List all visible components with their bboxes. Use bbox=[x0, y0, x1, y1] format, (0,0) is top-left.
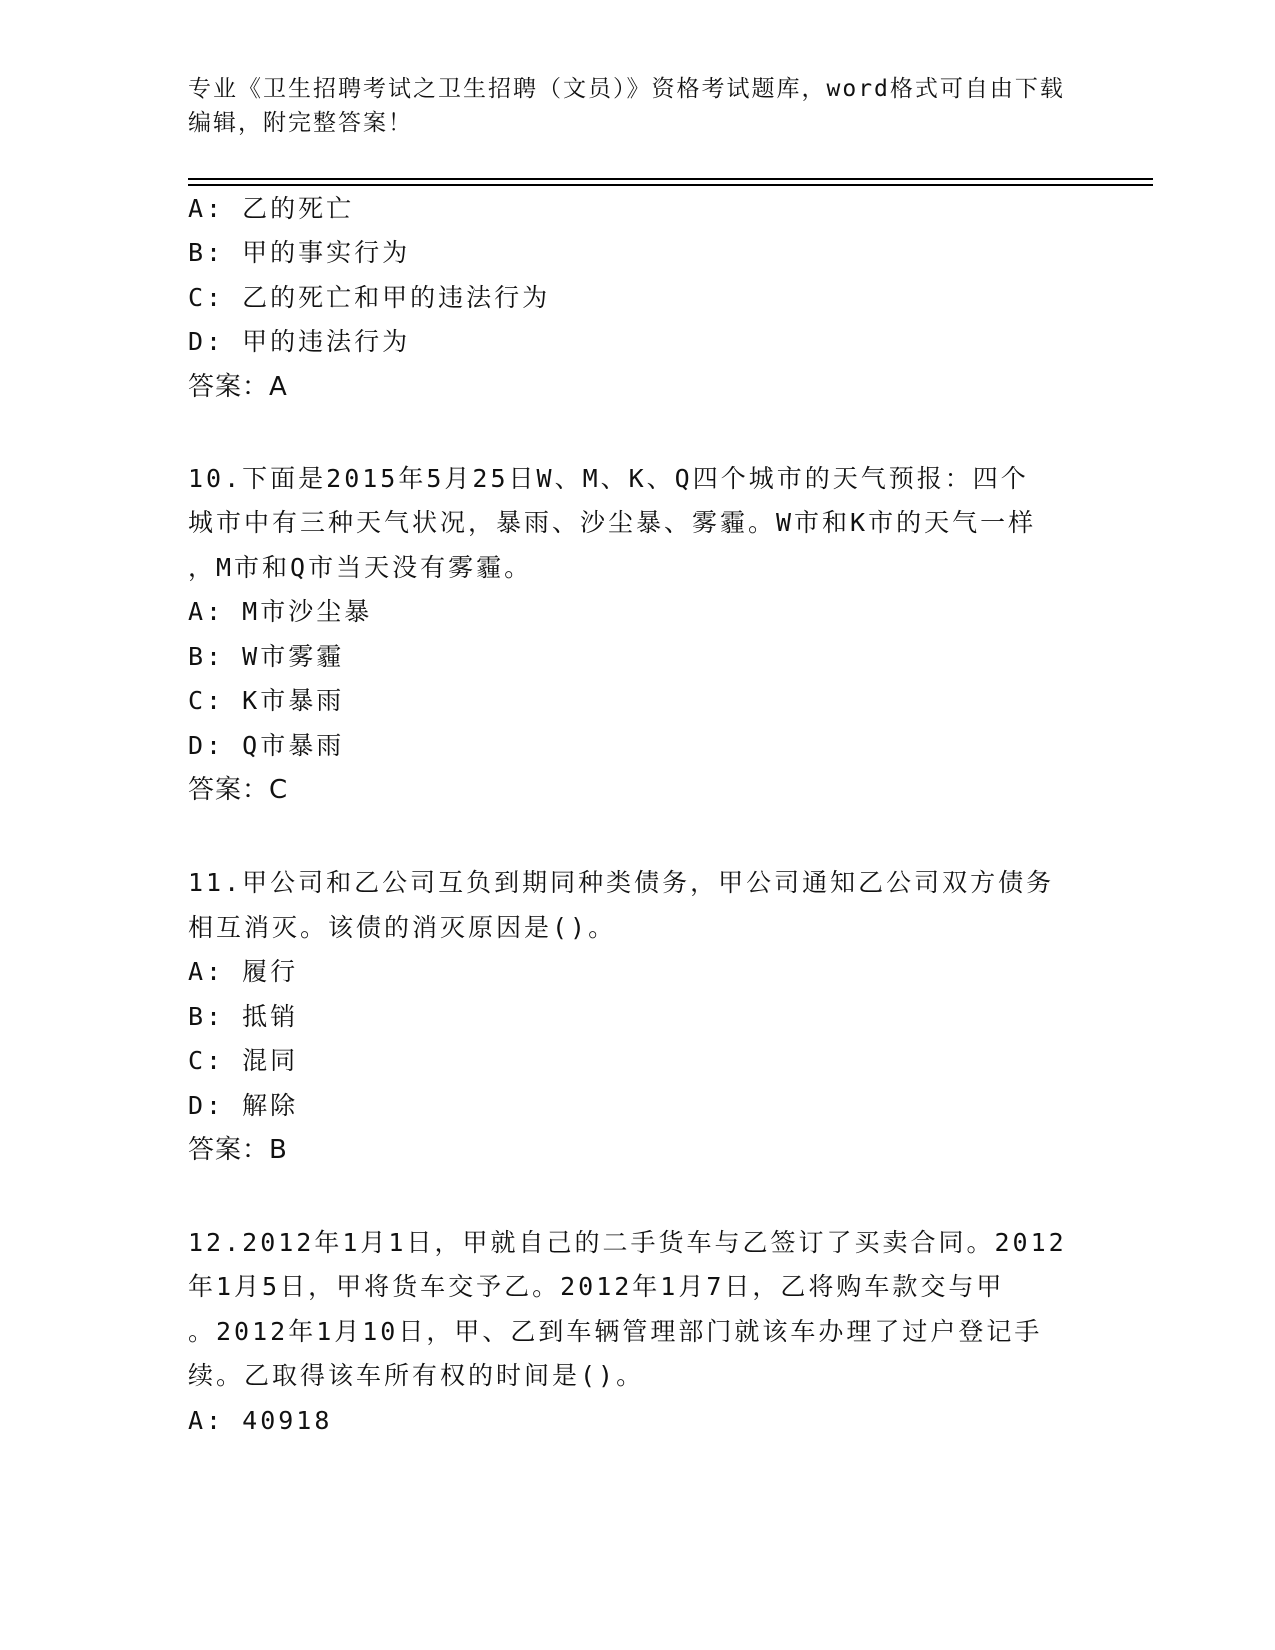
header-line-1: 专业《卫生招聘考试之卫生招聘（文员）》资格考试题库，word格式可自由下载 bbox=[188, 76, 1065, 102]
q10-stem-line-2: 城市中有三种天气状况，暴雨、沙尘暴、雾霾。W市和K市的天气一样 bbox=[188, 508, 1037, 537]
q12-stem-line-3: 。2012年1月10日，甲、乙到车辆管理部门就该车办理了过户登记手 bbox=[188, 1317, 1043, 1346]
q12-stem-line-4: 续。乙取得该车所有权的时间是()。 bbox=[188, 1361, 645, 1390]
q10-option-c: C: K市暴雨 bbox=[188, 686, 345, 715]
q11-option-a: A: 履行 bbox=[188, 957, 299, 986]
q10-stem-line-3: ，M市和Q市当天没有雾霾。 bbox=[188, 553, 533, 582]
q9-option-d: D: 甲的违法行为 bbox=[188, 327, 411, 356]
q10-option-d: D: Q市暴雨 bbox=[188, 731, 345, 760]
q9-option-c: C: 乙的死亡和甲的违法行为 bbox=[188, 283, 551, 312]
q10-stem-line-1: 10.下面是2015年5月25日W、M、K、Q四个城市的天气预报：四个 bbox=[188, 464, 1029, 493]
q11-answer: 答案：B bbox=[188, 1135, 288, 1165]
q11-stem-line-2: 相互消灭。该债的消灭原因是()。 bbox=[188, 913, 617, 942]
q10-option-b: B: W市雾霾 bbox=[188, 642, 345, 671]
q11-option-d: D: 解除 bbox=[188, 1091, 299, 1120]
q12-stem-line-1: 12.2012年1月1日，甲就自己的二手货车与乙签订了买卖合同。2012 bbox=[188, 1228, 1067, 1257]
q12-option-a: A: 40918 bbox=[188, 1406, 333, 1435]
q11-option-b: B: 抵销 bbox=[188, 1002, 299, 1031]
header-divider-top bbox=[188, 178, 1153, 180]
header-line-2: 编辑，附完整答案！ bbox=[188, 110, 413, 136]
q10-answer: 答案：C bbox=[188, 775, 289, 805]
q9-answer: 答案：A bbox=[188, 372, 288, 402]
q11-option-c: C: 混同 bbox=[188, 1046, 299, 1075]
q10-option-a: A: M市沙尘暴 bbox=[188, 597, 373, 626]
q9-option-a: A: 乙的死亡 bbox=[188, 194, 355, 223]
q11-stem-line-1: 11.甲公司和乙公司互负到期同种类债务，甲公司通知乙公司双方债务 bbox=[188, 868, 1055, 897]
document-header bbox=[188, 72, 1088, 140]
q9-option-b: B: 甲的事实行为 bbox=[188, 238, 411, 267]
header-divider-bottom bbox=[188, 184, 1153, 186]
q12-stem-line-2: 年1月5日，甲将货车交予乙。2012年1月7日，乙将购车款交与甲 bbox=[188, 1272, 1005, 1301]
